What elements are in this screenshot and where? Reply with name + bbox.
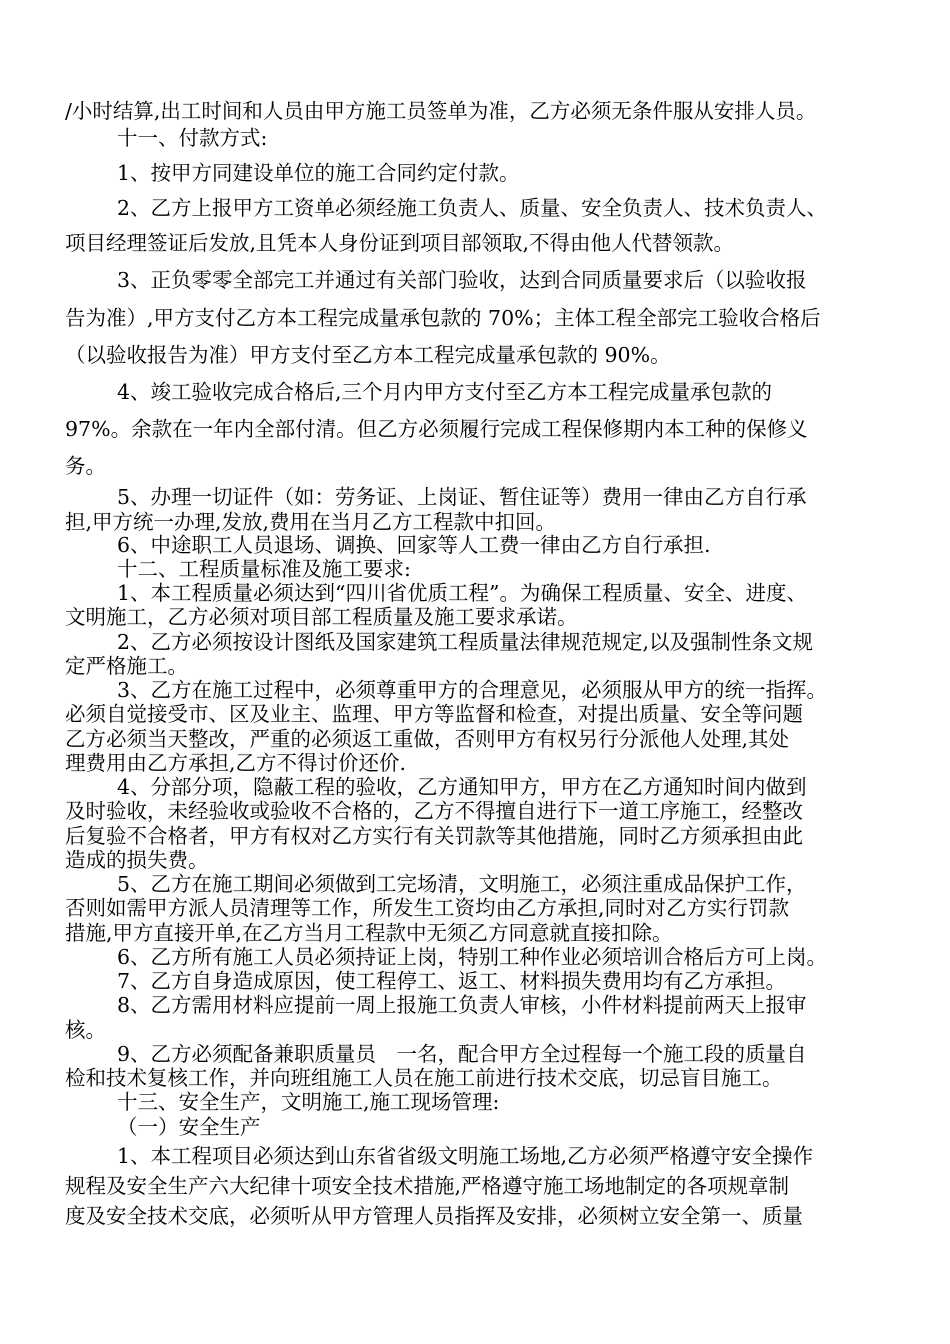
text-line: 1、本工程质量必须达到“四川省优质工程”。为确保工程质量、安全、进度、 [117,581,808,605]
text-line: 否则如需甲方派人员清理等工作，所发生工资均由乙方承担,同时对乙方实行罚款 [65,896,790,920]
text-line: 97%。余款在一年内全部付清。但乙方必须履行完成工程保修期内本工种的保修义 [65,417,808,441]
subsection-heading-safety: （一）安全生产 [117,1115,261,1139]
section-heading-twelve: 十二、工程质量标准及施工要求: [117,557,411,581]
text-line: 3、正负零零全部完工并通过有关部门验收，达到合同质量要求后（以验收报 [117,268,807,292]
text-line: 4、分部分项，隐蔽工程的验收，乙方通知甲方，甲方在乙方通知时间内做到 [117,775,807,799]
section-heading-eleven: 十一、付款方式: [117,126,268,150]
text-line: 6、中途职工人员退场、调换、回家等人工费一律由乙方自行承担. [117,533,711,557]
text-line: 3、乙方在施工过程中，必须尊重甲方的合理意见，必须服从甲方的统一指挥。 [117,678,828,702]
text-line: 2、乙方必须按设计图纸及国家建筑工程质量法律规范规定,以及强制性条文规 [117,630,814,654]
text-line: 担,甲方统一办理,发放,费用在当月乙方工程款中扣回。 [65,510,557,534]
text-line: 措施,甲方直接开单,在乙方当月工程款中无须乙方同意就直接扣除。 [65,921,673,945]
text-line: （以验收报告为准）甲方支付至乙方本工程完成量承包款的 90%。 [65,343,671,367]
text-line: 必须自觉接受市、区及业主、监理、甲方等监督和检查，对提出质量、安全等问题 [65,702,803,726]
text-line: 造成的损失费。 [65,848,209,872]
text-line: 1、按甲方同建设单位的施工合同约定付款。 [117,161,520,185]
text-line: 后复验不合格者，甲方有权对乙方实行有关罚款等其他措施，同时乙方须承担由此 [65,824,803,848]
text-line: 乙方必须当天整改，严重的必须返工重做，否则甲方有权另行分派他人处理,其处 [65,727,790,751]
text-line: 理费用由乙方承担,乙方不得讨价还价. [65,751,407,775]
text-line: 1、本工程项目必须达到山东省省级文明施工场地,乙方必须严格遵守安全操作 [117,1144,814,1168]
text-line: 核。 [65,1018,106,1042]
text-line: 5、乙方在施工期间必须做到工完场清，文明施工，必须注重成品保护工作， [117,872,807,896]
text-line: 8、乙方需用材料应提前一周上报施工负责人审核，小件材料提前两天上报审 [117,993,807,1017]
text-line: 7、乙方自身造成原因，使工程停工、返工、材料损失费用均有乙方承担。 [117,969,787,993]
text-line: 告为准）,甲方支付乙方本工程完成量承包款的 70%；主体工程全部完工验收合格后 [65,306,821,330]
text-line: 度及安全技术交底，必须听从甲方管理人员指挥及安排，必须树立安全第一、质量 [65,1204,803,1228]
text-line: 4、竣工验收完成合格后,三个月内甲方支付至乙方本工程完成量承包款的 [117,380,773,404]
section-heading-thirteen: 十三、安全生产，文明施工,施工现场管理: [117,1090,500,1114]
text-line: 规程及安全生产六大纪律十项安全技术措施,严格遵守施工场地制定的各项规章制 [65,1174,790,1198]
text-line: 务。 [65,454,106,478]
text-line: 定严格施工。 [65,654,188,678]
text-line: 6、乙方所有施工人员必须持证上岗，特别工种作业必须培训合格后方可上岗。 [117,945,828,969]
text-line: 文明施工，乙方必须对项目部工程质量及施工要求承诺。 [65,605,578,629]
text-line: 项目经理签证后发放,且凭本人身份证到项目部领取,不得由他人代替领款。 [65,231,735,255]
text-line: 9、乙方必须配备兼职质量员 一名，配合甲方全过程每一个施工段的质量自 [117,1042,807,1066]
text-line: 检和技术复核工作，并向班组施工人员在施工前进行技术交底，切忌盲目施工。 [65,1066,783,1090]
text-line: 5、办理一切证件（如：劳务证、上岗证、暂住证等）费用一律由乙方自行承 [117,485,807,509]
text-line: 及时验收，未经验收或验收不合格的，乙方不得擅自进行下一道工序施工，经整改 [65,799,803,823]
text-line: 2、乙方上报甲方工资单必须经施工负责人、质量、安全负责人、技术负责人、 [117,196,828,220]
text-line: /小时结算,出工时间和人员由甲方施工员签单为准，乙方必须无条件服从安排人员。 [65,99,817,123]
